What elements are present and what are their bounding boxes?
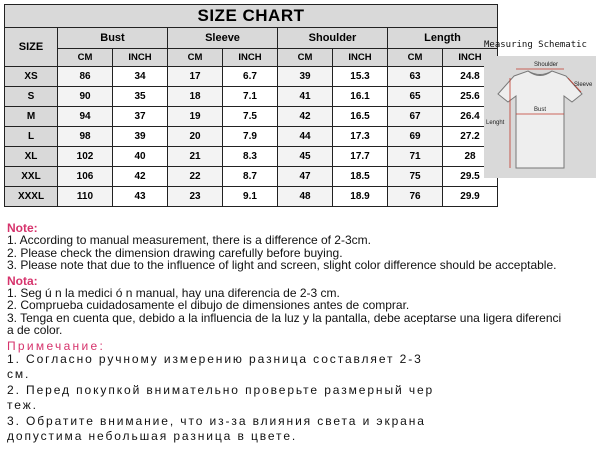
bust-header: Bust xyxy=(58,28,168,49)
measurement-cell: 44 xyxy=(278,127,333,147)
size-chart-table xyxy=(4,4,498,207)
table-row xyxy=(5,167,498,187)
measurement-cell: 6.7 xyxy=(223,67,278,87)
note-ru xyxy=(7,340,599,445)
measurement-cell: 39 xyxy=(113,127,168,147)
note-line: 2. Comprueba cuidadosamente el dibujo de dimensiones antes de comprar. xyxy=(7,298,410,312)
measurement-cell: 41 xyxy=(278,87,333,107)
measurement-cell: 16.1 xyxy=(333,87,388,107)
measurement-cell: 23 xyxy=(168,187,223,207)
length-header: Length xyxy=(388,28,498,49)
note-line: 3. Please note that due to the influence of light and screen, slight color difference should be acceptable. xyxy=(7,258,557,272)
size-cell: L xyxy=(5,127,58,147)
note-line: a de color. xyxy=(7,323,63,337)
note-line: 2. Перед покупкой внимательно проверьте размерный чер xyxy=(7,382,435,397)
note-line: 3. Tenga en cuenta que, debido a la influencia de la luz y la pantalla, debe aceptarse una ligera diferenci xyxy=(7,310,562,325)
measurement-cell: 69 xyxy=(388,127,443,147)
note-line: 1. According to manual measurement, there is a difference of 2-3cm. xyxy=(7,233,371,247)
length-label: Lenght xyxy=(486,120,505,126)
measurement-cell: 45 xyxy=(278,147,333,167)
unit-header: CM xyxy=(168,49,223,67)
measurement-cell: 24.8 xyxy=(443,67,498,87)
measurement-cell: 28 xyxy=(443,147,498,167)
note-line: теж. xyxy=(7,398,38,412)
measurement-cell: 7.9 xyxy=(223,127,278,147)
note-heading-es: Nota: xyxy=(7,273,38,288)
unit-header: INCH xyxy=(333,49,388,67)
schematic-title: Measuring Schematic xyxy=(484,40,587,50)
table-row xyxy=(5,87,498,107)
note-en xyxy=(7,222,599,272)
measurement-cell: 17.3 xyxy=(333,127,388,147)
measurement-cell: 16.5 xyxy=(333,107,388,127)
note-line: см. xyxy=(7,367,31,381)
measurement-cell: 67 xyxy=(388,107,443,127)
note-line: 1. Seg ú n la medici ó n manual, hay una diferencia de 2-3 cm. xyxy=(7,285,340,300)
measurement-cell: 18.5 xyxy=(333,167,388,187)
note-line: допустима небольшая разница в цвете. xyxy=(7,429,298,443)
measurement-cell: 18.9 xyxy=(333,187,388,207)
note-line: 3. Обратите внимание, что из-за влияния света и экрана xyxy=(7,413,426,428)
size-header: SIZE xyxy=(5,28,58,67)
size-rows xyxy=(5,67,498,207)
measurement-cell: 22 xyxy=(168,167,223,187)
measurement-cell: 98 xyxy=(58,127,113,147)
measurement-cell: 17 xyxy=(168,67,223,87)
sleeve-label: Sleeve xyxy=(574,82,593,88)
shoulder-header: Shoulder xyxy=(278,28,388,49)
size-cell: XS xyxy=(5,67,58,87)
measurement-cell: 42 xyxy=(113,167,168,187)
measurement-cell: 90 xyxy=(58,87,113,107)
measurement-cell: 20 xyxy=(168,127,223,147)
measurement-cell: 35 xyxy=(113,87,168,107)
unit-header: INCH xyxy=(223,49,278,67)
table-title: SIZE CHART xyxy=(5,5,498,28)
measurement-cell: 29.5 xyxy=(443,167,498,187)
measurement-cell: 63 xyxy=(388,67,443,87)
measurement-cell: 7.5 xyxy=(223,107,278,127)
measurement-cell: 7.1 xyxy=(223,87,278,107)
notes-section xyxy=(7,222,599,445)
measurement-cell: 75 xyxy=(388,167,443,187)
table-row xyxy=(5,147,498,167)
unit-header: CM xyxy=(58,49,113,67)
size-cell: S xyxy=(5,87,58,107)
size-cell: XL xyxy=(5,147,58,167)
note-heading-en: Note: xyxy=(7,221,38,235)
measurement-cell: 48 xyxy=(278,187,333,207)
measurement-cell: 34 xyxy=(113,67,168,87)
table-row xyxy=(5,67,498,87)
unit-header: INCH xyxy=(113,49,168,67)
measurement-cell: 76 xyxy=(388,187,443,207)
tshirt-diagram xyxy=(484,56,596,178)
measurement-cell: 43 xyxy=(113,187,168,207)
measurement-cell: 39 xyxy=(278,67,333,87)
measurement-cell: 42 xyxy=(278,107,333,127)
note-line: 2. Please check the dimension drawing carefully before buying. xyxy=(7,245,343,260)
measurement-cell: 110 xyxy=(58,187,113,207)
measurement-cell: 29.9 xyxy=(443,187,498,207)
measurement-cell: 19 xyxy=(168,107,223,127)
unit-header: CM xyxy=(388,49,443,67)
measurement-cell: 17.7 xyxy=(333,147,388,167)
unit-header: CM xyxy=(278,49,333,67)
measurement-cell: 47 xyxy=(278,167,333,187)
measurement-cell: 86 xyxy=(58,67,113,87)
measurement-cell: 71 xyxy=(388,147,443,167)
measurement-cell: 37 xyxy=(113,107,168,127)
unit-header: INCH xyxy=(443,49,498,67)
note-es xyxy=(7,275,599,337)
size-cell: M xyxy=(5,107,58,127)
measurement-cell: 18 xyxy=(168,87,223,107)
shoulder-label: Shoulder xyxy=(534,62,559,68)
table-row xyxy=(5,187,498,207)
measurement-cell: 21 xyxy=(168,147,223,167)
measurement-cell: 94 xyxy=(58,107,113,127)
measurement-cell: 8.7 xyxy=(223,167,278,187)
note-line: 1. Согласно ручному измерению разница составляет 2-3 xyxy=(7,351,423,366)
bust-label: Bust xyxy=(534,107,547,113)
measurement-cell: 26.4 xyxy=(443,107,498,127)
measurement-cell: 25.6 xyxy=(443,87,498,107)
table-row xyxy=(5,107,498,127)
note-heading-ru: Примечание: xyxy=(7,338,106,353)
measurement-cell: 106 xyxy=(58,167,113,187)
measurement-cell: 65 xyxy=(388,87,443,107)
measurement-cell: 9.1 xyxy=(223,187,278,207)
measurement-cell: 15.3 xyxy=(333,67,388,87)
measurement-cell: 27.2 xyxy=(443,127,498,147)
table-row xyxy=(5,127,498,147)
size-cell: XXL xyxy=(5,167,58,187)
size-cell: XXXL xyxy=(5,187,58,207)
measuring-schematic xyxy=(484,56,596,178)
measurement-cell: 102 xyxy=(58,147,113,167)
measurement-cell: 40 xyxy=(113,147,168,167)
measurement-cell: 8.3 xyxy=(223,147,278,167)
sleeve-header: Sleeve xyxy=(168,28,278,49)
tshirt-outline xyxy=(498,71,582,168)
